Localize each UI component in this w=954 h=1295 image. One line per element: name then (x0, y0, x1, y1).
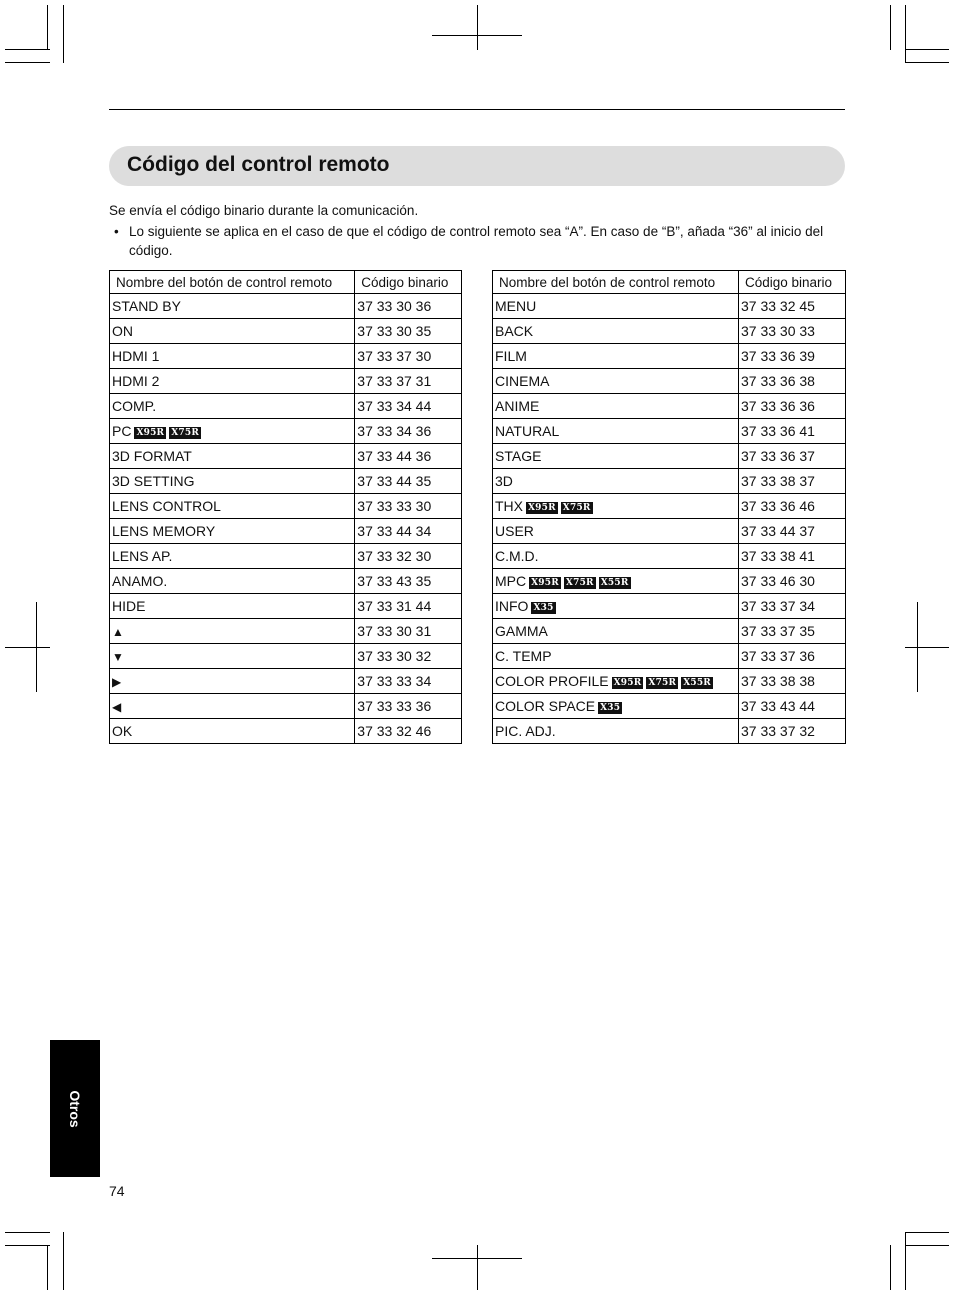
binary-code-cell: 37 33 32 45 (739, 294, 846, 319)
binary-code-cell: 37 33 37 31 (355, 369, 462, 394)
table-row (493, 519, 846, 544)
binary-code-cell: 37 33 43 35 (355, 569, 462, 594)
binary-code-cell: 37 33 38 37 (739, 469, 846, 494)
column-header-binary-code: Código binario (739, 271, 846, 294)
button-name: COLOR PROFILE (495, 673, 609, 689)
section-tab-label: Otros (67, 1089, 83, 1128)
binary-code-cell: 37 33 30 32 (355, 644, 462, 669)
intro-note (109, 222, 849, 260)
button-name-cell (493, 519, 739, 544)
table-body (110, 294, 462, 744)
right-arrow-icon: ▶ (112, 675, 122, 689)
button-name: BACK (495, 323, 534, 339)
model-badge: X55R (683, 678, 711, 688)
model-badge: X35 (533, 603, 554, 613)
button-name-cell (493, 694, 739, 719)
binary-code-cell: 37 33 44 37 (739, 519, 846, 544)
table-row (110, 344, 462, 369)
binary-code-cell: 37 33 37 35 (739, 619, 846, 644)
table-row (493, 719, 846, 744)
left-arrow-icon: ◀ (112, 700, 122, 714)
button-name-cell (110, 369, 355, 394)
button-name: NATURAL (495, 423, 560, 439)
column-header-binary-code: Código binario (355, 271, 462, 294)
binary-code-cell: 37 33 37 32 (739, 719, 846, 744)
button-name-cell (493, 444, 739, 469)
binary-code-cell: 37 33 33 36 (355, 694, 462, 719)
button-name: COLOR SPACE (495, 698, 596, 714)
button-name-cell (493, 619, 739, 644)
button-name-cell (110, 694, 355, 719)
table-row (493, 594, 846, 619)
button-name-cell (493, 344, 739, 369)
binary-code-cell: 37 33 44 35 (355, 469, 462, 494)
button-name-cell (110, 419, 355, 444)
table-row (110, 494, 462, 519)
table-row (493, 544, 846, 569)
table-row (110, 319, 462, 344)
button-name-cell (493, 669, 739, 694)
button-name: C. TEMP (495, 648, 552, 664)
table-row (493, 694, 846, 719)
button-name-cell (493, 644, 739, 669)
table-row (110, 594, 462, 619)
button-name-cell (110, 344, 355, 369)
button-name-cell (493, 494, 739, 519)
intro-line: Se envía el código binario durante la comunicación. (109, 203, 419, 218)
title-bar (109, 146, 845, 186)
button-name: PIC. ADJ. (495, 723, 556, 739)
up-arrow-icon: ▲ (112, 625, 124, 639)
button-name-cell (493, 419, 739, 444)
binary-code-cell: 37 33 30 31 (355, 619, 462, 644)
button-name-cell (110, 544, 355, 569)
button-name-cell (110, 469, 355, 494)
model-badge: X75R (648, 678, 677, 688)
button-name: ON (112, 323, 133, 339)
table-row (493, 369, 846, 394)
button-name: HDMI 2 (112, 373, 160, 389)
button-name: HIDE (112, 598, 146, 614)
remote-codes-table-left (109, 270, 462, 744)
table-row (110, 419, 462, 444)
table-row (493, 669, 846, 694)
button-name-cell (110, 669, 355, 694)
model-badge: X95R (136, 428, 165, 438)
page-title: Código del control remoto (127, 153, 390, 176)
button-name: ANIME (495, 398, 540, 414)
button-name-cell (493, 369, 739, 394)
binary-code-cell: 37 33 32 30 (355, 544, 462, 569)
table-row (110, 719, 462, 744)
binary-code-cell: 37 33 46 30 (739, 569, 846, 594)
button-name-cell (493, 394, 739, 419)
table-row (110, 619, 462, 644)
button-name: CINEMA (495, 373, 550, 389)
binary-code-cell: 37 33 33 30 (355, 494, 462, 519)
button-name-cell (110, 294, 355, 319)
table-row (493, 319, 846, 344)
bullet-icon: • (114, 224, 119, 239)
binary-code-cell: 37 33 36 41 (739, 419, 846, 444)
button-name: FILM (495, 348, 527, 364)
binary-code-cell: 37 33 38 38 (739, 669, 846, 694)
binary-code-cell: 37 33 32 46 (355, 719, 462, 744)
binary-code-cell: 37 33 44 36 (355, 444, 462, 469)
button-name: MENU (495, 298, 537, 314)
binary-code-cell: 37 33 38 41 (739, 544, 846, 569)
button-name-cell (110, 644, 355, 669)
table-row (110, 394, 462, 419)
table-row (110, 644, 462, 669)
button-name: 3D SETTING (112, 473, 195, 489)
table-row (110, 544, 462, 569)
button-name: THX (495, 498, 523, 514)
down-arrow-icon: ▼ (112, 650, 124, 664)
button-name: LENS CONTROL (112, 498, 221, 514)
button-name-cell (493, 469, 739, 494)
table-row (493, 394, 846, 419)
model-badge: X75R (171, 428, 200, 438)
button-name-cell (493, 719, 739, 744)
intro-text (109, 201, 849, 260)
binary-code-cell: 37 33 43 44 (739, 694, 846, 719)
button-name: OK (112, 723, 133, 739)
button-name: ANAMO. (112, 573, 168, 589)
binary-code-cell: 37 33 30 36 (355, 294, 462, 319)
button-name-cell (110, 494, 355, 519)
binary-code-cell: 37 33 36 36 (739, 394, 846, 419)
button-name: PC (112, 423, 132, 439)
table-row (493, 294, 846, 319)
table-row (110, 569, 462, 594)
column-header-button-name: Nombre del botón de control remoto (110, 271, 355, 294)
table-header-row (493, 271, 846, 294)
table-row (493, 444, 846, 469)
binary-code-cell: 37 33 31 44 (355, 594, 462, 619)
column-header-button-name: Nombre del botón de control remoto (493, 271, 739, 294)
intro-note-text: Lo siguiente se aplica en el caso de que el código de control remoto sea “A”. En caso de “B”, añada “36” al inicio del código. (129, 224, 824, 258)
binary-code-cell: 37 33 44 34 (355, 519, 462, 544)
button-name: STAGE (495, 448, 542, 464)
button-name-cell (110, 569, 355, 594)
button-name: USER (495, 523, 534, 539)
table-row (493, 344, 846, 369)
table-row (110, 369, 462, 394)
binary-code-cell: 37 33 33 34 (355, 669, 462, 694)
binary-code-cell: 37 33 36 39 (739, 344, 846, 369)
button-name-cell (110, 619, 355, 644)
binary-code-cell: 37 33 30 33 (739, 319, 846, 344)
button-name: MPC (495, 573, 527, 589)
button-name: HDMI 1 (112, 348, 160, 364)
section-tab (50, 1040, 100, 1177)
remote-codes-table-right (492, 270, 846, 744)
button-name-cell (493, 544, 739, 569)
binary-code-cell: 37 33 34 36 (355, 419, 462, 444)
button-name: STAND BY (112, 298, 181, 314)
binary-code-cell: 37 33 34 44 (355, 394, 462, 419)
table-header-row (110, 271, 462, 294)
table-row (493, 644, 846, 669)
binary-code-cell: 37 33 37 36 (739, 644, 846, 669)
model-badge: X75R (565, 578, 594, 588)
table-row (110, 294, 462, 319)
button-name-cell (493, 319, 739, 344)
button-name: 3D FORMAT (112, 448, 192, 464)
button-name-cell (493, 594, 739, 619)
button-name-cell (110, 444, 355, 469)
button-name-cell (110, 319, 355, 344)
binary-code-cell: 37 33 30 35 (355, 319, 462, 344)
button-name: C.M.D. (495, 548, 539, 564)
table-row (493, 419, 846, 444)
header-rule (109, 109, 845, 110)
button-name: 3D (495, 473, 513, 489)
button-name: LENS AP. (112, 548, 173, 564)
table-row (493, 619, 846, 644)
table-row (493, 494, 846, 519)
table-row (110, 469, 462, 494)
model-badge: X35 (600, 703, 621, 713)
button-name-cell (493, 294, 739, 319)
table-row (493, 469, 846, 494)
button-name: INFO (495, 598, 529, 614)
button-name: GAMMA (495, 623, 548, 639)
button-name: COMP. (112, 398, 157, 414)
table-row (110, 669, 462, 694)
page-number: 74 (109, 1183, 125, 1199)
model-badge: X95R (613, 678, 642, 688)
table-row (110, 519, 462, 544)
binary-code-cell: 37 33 36 37 (739, 444, 846, 469)
model-badge: X95R (531, 578, 559, 588)
table-row (110, 694, 462, 719)
binary-code-cell: 37 33 36 38 (739, 369, 846, 394)
table-row (493, 569, 846, 594)
model-badge: X95R (528, 503, 556, 513)
model-badge: X75R (562, 503, 591, 513)
button-name-cell (110, 594, 355, 619)
table-body (493, 294, 846, 744)
button-name-cell (493, 569, 739, 594)
model-badge: X55R (600, 578, 629, 588)
button-name-cell (110, 394, 355, 419)
binary-code-cell: 37 33 37 30 (355, 344, 462, 369)
button-name-cell (110, 719, 355, 744)
binary-code-cell: 37 33 37 34 (739, 594, 846, 619)
binary-code-cell: 37 33 36 46 (739, 494, 846, 519)
button-name: LENS MEMORY (112, 523, 216, 539)
button-name-cell (110, 519, 355, 544)
table-row (110, 444, 462, 469)
